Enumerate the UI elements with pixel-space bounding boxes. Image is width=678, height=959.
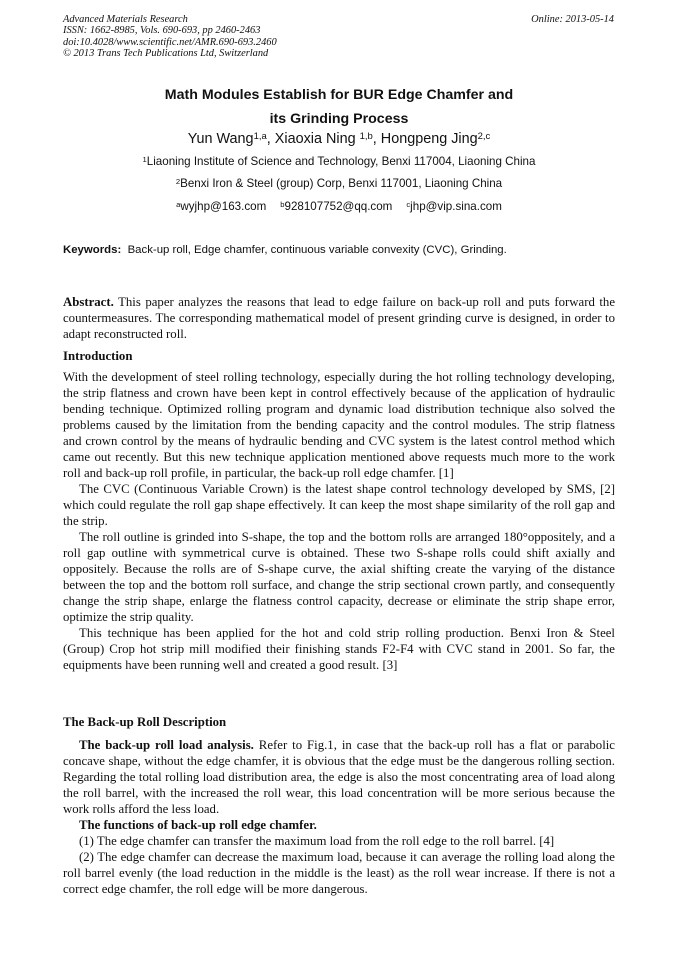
- section-heading-introduction: Introduction: [63, 349, 133, 363]
- backup-roll-body: [63, 737, 615, 897]
- abstract-text: This paper analyzes the reasons that lead to edge failure on back-up roll and puts forward the countermeasures. The corresponding mathematical model of present grinding curve is designed, in order to adapt reconstructed roll.: [63, 295, 615, 341]
- copyright: © 2013 Trans Tech Publications Ltd, Switzerland: [63, 47, 269, 59]
- list-item: (2) The edge chamfer can decrease the maximum load, because it can average the rolling load along the roll barrel evenly (the load reduction in the middle is the least) as the roll wear increase. If there is not a correct edge chamfer, the roll edge will be more dangerous.: [63, 850, 615, 896]
- email-link[interactable]: jhp@vip.sina.com: [410, 200, 502, 213]
- doi: doi:10.4028/www.scientific.net/AMR.690-693.2460: [63, 36, 277, 48]
- keywords: [63, 243, 615, 257]
- title-line-2: its Grinding Process: [269, 111, 409, 127]
- paragraph: With the development of steel rolling technology, especially during the hot rolling technology developing, the strip flatness and crown have been kept in control effectively because of the application of hydraulic bending technique. Optimized rolling program and dynamic load distribution technique also solved the problems caused by the limitation from the bending capacity and the control modules. The strip flatness and crown control by the means of hydraulic bending and CVC system is the latest control method which came out recently. But this new technique application mentioned above requests much more to the work roll and back-up roll profile, in particular, the back-up roll edge chamfer. [1]: [63, 370, 615, 480]
- author-affil-sup: 2,c: [477, 130, 491, 142]
- abstract-label: Abstract.: [63, 295, 114, 309]
- journal-header: [63, 14, 277, 59]
- paragraph: The back-up roll load analysis. Refer to Fig.1, in case that the back-up roll has a flat or parabolic concave shape, without the edge chamfer, it is obvious that the edge must be the dangerous rolling section. Regarding the total rolling load distribution area, the edge is also the most concentrating area of load along the roll barrel, with the increased the roll wear, this load concentration will be more serious because the work rolls afford the less load.: [63, 738, 615, 816]
- author-name: Hongpeng Jing: [380, 131, 478, 147]
- email-link[interactable]: 928107752@qq.com: [284, 200, 393, 213]
- email-link[interactable]: wyjhp@163.com: [180, 200, 267, 213]
- email-list: $^a$wyjhp@163.com $^b$928107752@qq.com $^c$jhp@vip.sina.com: [176, 199, 502, 213]
- affiliation-2: $^2$Benxi Iron & Steel (group) Corp, Benxi 117001, Liaoning China: [175, 176, 503, 190]
- paragraph: This technique has been applied for the hot and cold strip rolling production. Benxi Iron & Steel (Group) Crop hot strip mill modified their finishing stands F2-F4 with CVC stand in 2001. So far, the equipments have been running well and created a good result. [3]: [63, 626, 615, 672]
- paragraph: The roll outline is grinded into S-shape, the top and the bottom rolls are arranged 180°oppositely, and a roll gap outline with symmetrical curve is obtained. These two S-shape rolls could shift axially and oppositely. Because the rolls are of S-shape curve, the axial shifting create the varying of the distance between the top and the bottom roll surface, and change the strip sectional crown partly, and consequently change the strip shape, enlarge the flatness control capacity, decrease or eliminate the strip shape error, optimize the strip quality.: [63, 530, 615, 624]
- journal-name: Advanced Materials Research: [63, 14, 188, 25]
- paper-title: [63, 83, 615, 131]
- author-name: Yun Wang: [187, 131, 254, 147]
- list-item: (1) The edge chamfer can transfer the maximum load from the roll edge to the roll barrel. [4]: [79, 834, 555, 848]
- introduction-body: [63, 369, 615, 673]
- keywords-label: Keywords:: [63, 244, 122, 256]
- paragraph: The CVC (Continuous Variable Crown) is the latest shape control technology developed by SMS, [2] which could regulate the roll gap shape effectively. It can keep the most shape similarity of the roll gap and the strip.: [63, 482, 615, 528]
- author-list: Yun Wang$^{1,a}$, Xiaoxia Ning $^{1,b}$, Hongpeng Jing$^{2,c}$: [187, 130, 491, 147]
- keywords-text: Back-up roll, Edge chamfer, continuous variable convexity (CVC), Grinding.: [127, 244, 507, 256]
- online-date: Online: 2013-05-14: [531, 14, 614, 25]
- title-line-1: Math Modules Establish for BUR Edge Chamfer and: [164, 87, 514, 103]
- subheading-functions: The functions of back-up roll edge chamfer.: [79, 818, 317, 832]
- abstract: [63, 294, 615, 342]
- subheading-load-analysis: The back-up roll load analysis.: [79, 738, 254, 752]
- author-affil-sup: 1,a: [253, 130, 267, 142]
- issn: ISSN: 1662-8985, Vols. 690-693, pp 2460-2463: [63, 25, 261, 37]
- author-affil-sup: 1,b: [359, 130, 373, 142]
- affiliation-1: $^1$Liaoning Institute of Science and Technology, Benxi 117004, Liaoning China: [142, 154, 536, 168]
- author-name: Xiaoxia Ning: [274, 131, 360, 147]
- section-heading-backup-roll: The Back-up Roll Description: [63, 715, 227, 729]
